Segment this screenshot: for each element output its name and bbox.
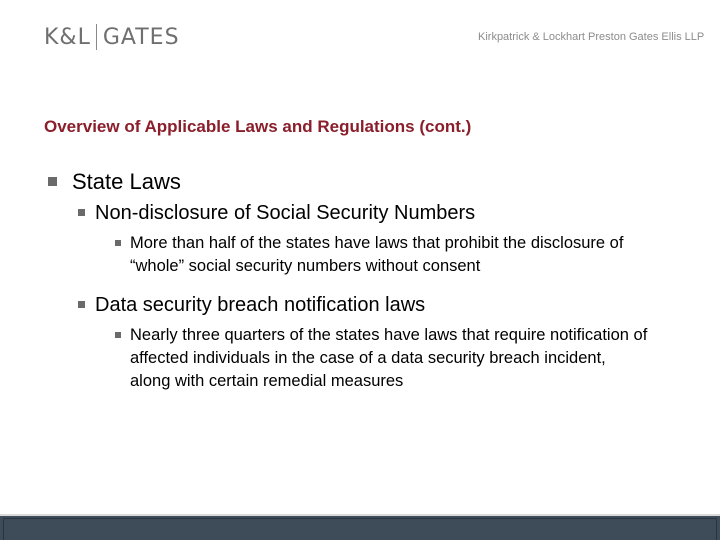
- logo-right-text: GATES: [102, 24, 180, 50]
- bullet-level1: [44, 168, 684, 196]
- bullet-text: Non-disclosure of Social Security Numbers: [95, 202, 476, 224]
- slide-content: [44, 168, 684, 393]
- logo-divider: [96, 24, 97, 50]
- firm-name: Kirkpatrick & Lockhart Preston Gates Ellis LLP: [478, 31, 705, 43]
- kl-gates-logo: [44, 24, 180, 50]
- footer-bar: [0, 514, 720, 540]
- square-bullet-icon: [48, 177, 57, 186]
- square-bullet-icon: [78, 209, 85, 216]
- bullet-level2-breach: [78, 292, 684, 318]
- bullet-text: More than half of the states have laws that prohibit the disclosure of “whole” social security numbers without consent: [130, 234, 624, 275]
- bullet-text: State Laws: [72, 169, 181, 194]
- logo-left-text: K&L: [44, 24, 91, 50]
- square-bullet-icon: [115, 332, 121, 338]
- bullet-level2-ssn: [78, 200, 684, 226]
- bullet-text: Data security breach notification laws: [95, 294, 426, 316]
- square-bullet-icon: [78, 301, 85, 308]
- bullet-level3-breach-detail: [115, 324, 684, 393]
- bullet-text: Nearly three quarters of the states have laws that require notification of affected individuals in the case of a data security breach incident, along with certain remedial measures: [130, 326, 648, 390]
- square-bullet-icon: [115, 240, 121, 246]
- slide-title: Overview of Applicable Laws and Regulations (cont.): [44, 117, 472, 136]
- bullet-level3-ssn-detail: [115, 232, 684, 278]
